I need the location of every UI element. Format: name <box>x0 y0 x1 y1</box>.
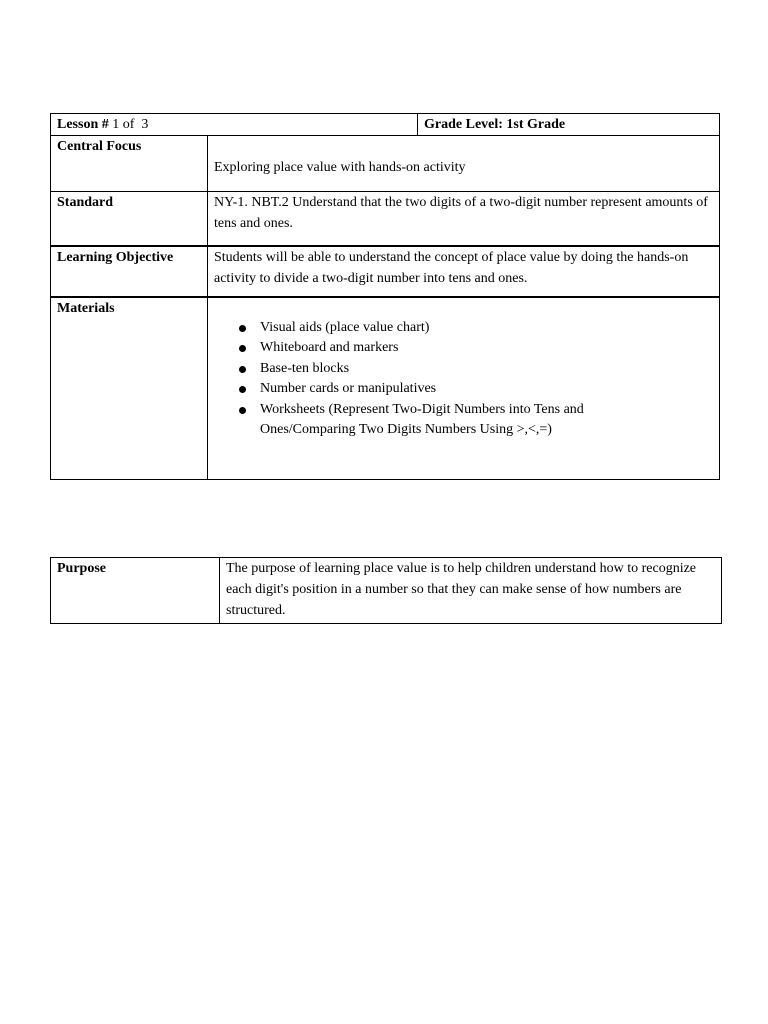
lesson-total: 3 <box>141 117 149 132</box>
grade-level: Grade Level: 1st Grade <box>418 114 720 136</box>
learning-objective-row <box>51 246 720 297</box>
central-focus-label: Central Focus <box>51 136 208 192</box>
central-focus-row <box>51 136 720 192</box>
purpose-label: Purpose <box>51 558 220 624</box>
materials-item: Base-ten blocks <box>260 359 659 380</box>
central-focus-value: Exploring place value with hands-on activity <box>208 136 720 192</box>
header-row <box>51 114 720 136</box>
standard-label: Standard <box>51 192 208 246</box>
purpose-value: The purpose of learning place value is to help children understand how to recognize each digit's position in a number so that they can make sense of how numbers are structured. <box>220 558 722 624</box>
standard-value: NY-1. NBT.2 Understand that the two digits of a two-digit number represent amounts of tens and ones. <box>208 192 720 246</box>
lesson-number: 1 <box>112 117 120 132</box>
materials-row <box>51 297 720 480</box>
purpose-row <box>51 558 722 624</box>
purpose-table <box>50 557 722 624</box>
materials-item: Worksheets (Represent Two-Digit Numbers into Tens and Ones/Comparing Two Digits Numbers Using >,<,=) <box>260 400 659 441</box>
materials-item: Visual aids (place value chart) <box>260 318 659 339</box>
lesson-label: Lesson # <box>57 117 109 132</box>
standard-row <box>51 192 720 246</box>
lesson-of: of <box>122 117 135 132</box>
materials-cell <box>208 297 720 480</box>
materials-list <box>214 318 659 442</box>
learning-objective-label: Learning Objective <box>51 246 208 297</box>
lesson-plan-table <box>50 113 720 480</box>
materials-label: Materials <box>51 297 208 480</box>
lesson-number-cell <box>51 114 418 136</box>
materials-item: Number cards or manipulatives <box>260 379 659 400</box>
learning-objective-value: Students will be able to understand the concept of place value by doing the hands-on activity to divide a two-digit number into tens and ones. <box>208 246 720 297</box>
materials-item: Whiteboard and markers <box>260 338 659 359</box>
